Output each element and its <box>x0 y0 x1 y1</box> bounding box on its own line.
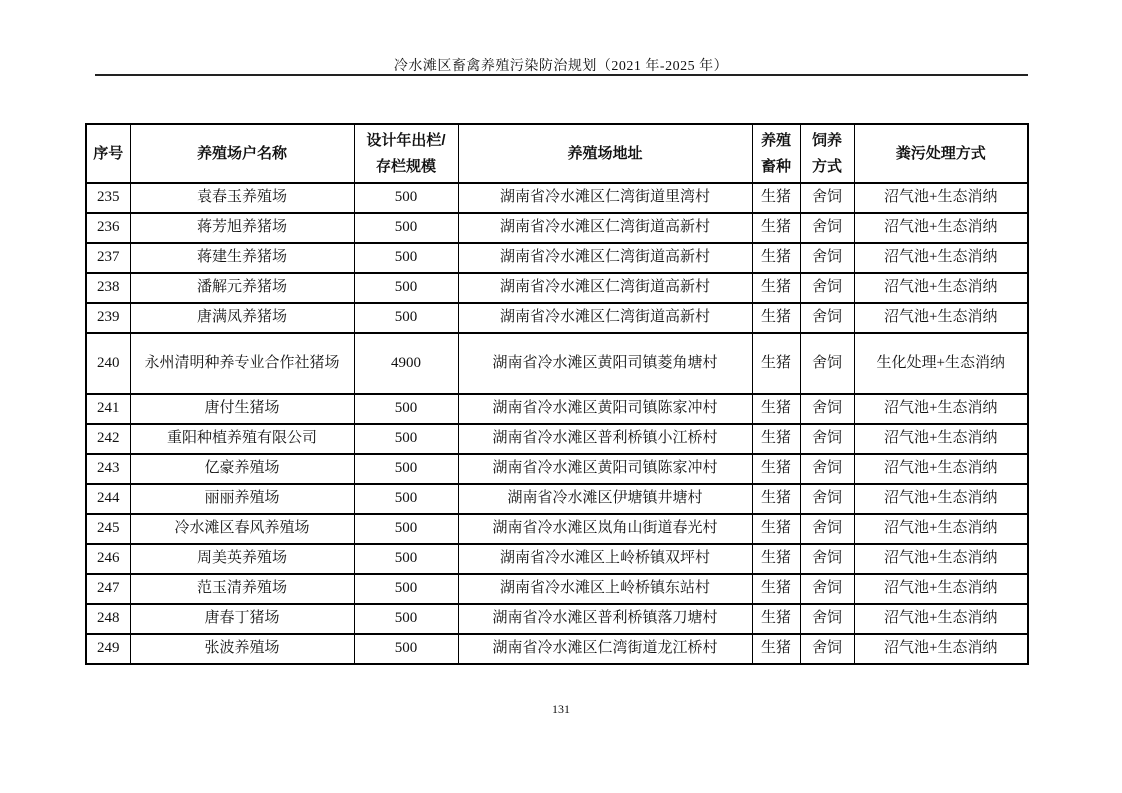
cell-no: 237 <box>86 243 130 273</box>
table-row <box>86 333 1028 394</box>
cell-feeding: 舍饲 <box>800 634 854 664</box>
cell-address: 湖南省冷水滩区伊塘镇井塘村 <box>458 484 752 514</box>
cell-no: 243 <box>86 454 130 484</box>
cell-feeding: 舍饲 <box>800 303 854 333</box>
table-row <box>86 273 1028 303</box>
cell-no: 247 <box>86 574 130 604</box>
table-row <box>86 213 1028 243</box>
page-number: 131 <box>552 702 570 716</box>
header-row <box>86 124 1028 183</box>
cell-species: 生猪 <box>752 183 800 213</box>
cell-scale: 500 <box>354 634 458 664</box>
cell-scale: 500 <box>354 454 458 484</box>
cell-address: 湖南省冷水滩区仁湾街道高新村 <box>458 303 752 333</box>
cell-species: 生猪 <box>752 514 800 544</box>
cell-name: 唐满凤养猪场 <box>130 303 354 333</box>
cell-scale: 500 <box>354 544 458 574</box>
cell-treatment: 沼气池+生态消纳 <box>854 484 1028 514</box>
cell-name: 唐付生猪场 <box>130 394 354 424</box>
cell-species: 生猪 <box>752 243 800 273</box>
cell-species: 生猪 <box>752 574 800 604</box>
table-header <box>86 124 1028 183</box>
cell-address: 湖南省冷水滩区上岭桥镇东站村 <box>458 574 752 604</box>
cell-name: 蒋芳旭养猪场 <box>130 213 354 243</box>
table-row <box>86 243 1028 273</box>
cell-name: 亿豪养殖场 <box>130 454 354 484</box>
header-rule <box>95 74 1028 76</box>
cell-scale: 500 <box>354 303 458 333</box>
cell-species: 生猪 <box>752 424 800 454</box>
cell-feeding: 舍饲 <box>800 454 854 484</box>
col-header-feeding-line2: 方式 <box>811 157 842 175</box>
cell-treatment: 沼气池+生态消纳 <box>854 454 1028 484</box>
cell-address: 湖南省冷水滩区普利桥镇落刀塘村 <box>458 604 752 634</box>
cell-no: 235 <box>86 183 130 213</box>
cell-no: 248 <box>86 604 130 634</box>
cell-treatment: 生化处理+生态消纳 <box>854 333 1028 394</box>
cell-address: 湖南省冷水滩区黄阳司镇陈家冲村 <box>458 454 752 484</box>
cell-no: 238 <box>86 273 130 303</box>
col-header-no: 序号 <box>86 124 130 183</box>
cell-feeding: 舍饲 <box>800 394 854 424</box>
cell-no: 240 <box>86 333 130 394</box>
cell-treatment: 沼气池+生态消纳 <box>854 394 1028 424</box>
cell-species: 生猪 <box>752 303 800 333</box>
cell-feeding: 舍饲 <box>800 273 854 303</box>
table-body <box>86 183 1028 664</box>
table-row <box>86 514 1028 544</box>
cell-species: 生猪 <box>752 394 800 424</box>
cell-species: 生猪 <box>752 333 800 394</box>
cell-name: 潘解元养猪场 <box>130 273 354 303</box>
cell-address: 湖南省冷水滩区仁湾街道高新村 <box>458 213 752 243</box>
cell-no: 245 <box>86 514 130 544</box>
cell-address: 湖南省冷水滩区岚角山街道春光村 <box>458 514 752 544</box>
cell-scale: 500 <box>354 183 458 213</box>
table-row <box>86 604 1028 634</box>
document-title: 冷水滩区畜禽养殖污染防治规划（2021 年-2025 年） <box>393 59 729 74</box>
cell-no: 236 <box>86 213 130 243</box>
cell-treatment: 沼气池+生态消纳 <box>854 183 1028 213</box>
cell-treatment: 沼气池+生态消纳 <box>854 424 1028 454</box>
cell-no: 241 <box>86 394 130 424</box>
cell-treatment: 沼气池+生态消纳 <box>854 574 1028 604</box>
cell-scale: 500 <box>354 514 458 544</box>
cell-feeding: 舍饲 <box>800 514 854 544</box>
col-header-name: 养殖场户名称 <box>130 124 354 183</box>
cell-species: 生猪 <box>752 273 800 303</box>
cell-feeding: 舍饲 <box>800 183 854 213</box>
cell-feeding: 舍饲 <box>800 213 854 243</box>
table-row <box>86 394 1028 424</box>
cell-no: 244 <box>86 484 130 514</box>
cell-feeding: 舍饲 <box>800 604 854 634</box>
cell-treatment: 沼气池+生态消纳 <box>854 544 1028 574</box>
cell-scale: 500 <box>354 424 458 454</box>
cell-name: 蒋建生养猪场 <box>130 243 354 273</box>
cell-name: 唐春丁猪场 <box>130 604 354 634</box>
col-header-feeding <box>800 124 854 183</box>
cell-treatment: 沼气池+生态消纳 <box>854 243 1028 273</box>
col-header-species-line1: 养殖 <box>760 131 791 149</box>
cell-species: 生猪 <box>752 544 800 574</box>
col-header-scale-line1: 设计年出栏/ <box>366 131 446 149</box>
cell-species: 生猪 <box>752 213 800 243</box>
cell-no: 249 <box>86 634 130 664</box>
cell-scale: 500 <box>354 604 458 634</box>
cell-treatment: 沼气池+生态消纳 <box>854 303 1028 333</box>
cell-name: 袁春玉养殖场 <box>130 183 354 213</box>
col-header-species <box>752 124 800 183</box>
col-header-address: 养殖场地址 <box>458 124 752 183</box>
table-row <box>86 634 1028 664</box>
cell-feeding: 舍饲 <box>800 424 854 454</box>
cell-no: 239 <box>86 303 130 333</box>
cell-feeding: 舍饲 <box>800 243 854 273</box>
cell-treatment: 沼气池+生态消纳 <box>854 273 1028 303</box>
cell-treatment: 沼气池+生态消纳 <box>854 213 1028 243</box>
cell-name: 周美英养殖场 <box>130 544 354 574</box>
table-row <box>86 303 1028 333</box>
cell-name: 张波养殖场 <box>130 634 354 664</box>
cell-name: 重阳种植养殖有限公司 <box>130 424 354 454</box>
table-row <box>86 424 1028 454</box>
col-header-scale-line2: 存栏规模 <box>375 157 436 175</box>
cell-name: 永州清明种养专业合作社猪场 <box>130 333 354 394</box>
cell-no: 246 <box>86 544 130 574</box>
col-header-scale <box>354 124 458 183</box>
cell-name: 丽丽养殖场 <box>130 484 354 514</box>
cell-address: 湖南省冷水滩区仁湾街道高新村 <box>458 273 752 303</box>
cell-feeding: 舍饲 <box>800 544 854 574</box>
cell-species: 生猪 <box>752 454 800 484</box>
cell-feeding: 舍饲 <box>800 484 854 514</box>
cell-address: 湖南省冷水滩区黄阳司镇菱角塘村 <box>458 333 752 394</box>
cell-scale: 500 <box>354 394 458 424</box>
cell-scale: 500 <box>354 213 458 243</box>
cell-address: 湖南省冷水滩区仁湾街道龙江桥村 <box>458 634 752 664</box>
cell-address: 湖南省冷水滩区上岭桥镇双坪村 <box>458 544 752 574</box>
farms-table <box>85 123 1029 665</box>
cell-name: 范玉清养殖场 <box>130 574 354 604</box>
cell-address: 湖南省冷水滩区仁湾街道高新村 <box>458 243 752 273</box>
cell-scale: 500 <box>354 484 458 514</box>
cell-feeding: 舍饲 <box>800 333 854 394</box>
cell-treatment: 沼气池+生态消纳 <box>854 514 1028 544</box>
cell-scale: 500 <box>354 574 458 604</box>
cell-address: 湖南省冷水滩区普利桥镇小江桥村 <box>458 424 752 454</box>
cell-scale: 500 <box>354 243 458 273</box>
cell-species: 生猪 <box>752 604 800 634</box>
cell-treatment: 沼气池+生态消纳 <box>854 634 1028 664</box>
table-row <box>86 183 1028 213</box>
table-row <box>86 574 1028 604</box>
col-header-feeding-line1: 饲养 <box>811 131 842 149</box>
col-header-treatment: 粪污处理方式 <box>854 124 1028 183</box>
cell-scale: 4900 <box>354 333 458 394</box>
cell-address: 湖南省冷水滩区仁湾街道里湾村 <box>458 183 752 213</box>
table-row <box>86 454 1028 484</box>
cell-no: 242 <box>86 424 130 454</box>
cell-treatment: 沼气池+生态消纳 <box>854 604 1028 634</box>
cell-species: 生猪 <box>752 634 800 664</box>
col-header-species-line2: 畜种 <box>760 157 791 175</box>
cell-name: 冷水滩区春风养殖场 <box>130 514 354 544</box>
table-row <box>86 544 1028 574</box>
cell-feeding: 舍饲 <box>800 574 854 604</box>
cell-address: 湖南省冷水滩区黄阳司镇陈家冲村 <box>458 394 752 424</box>
cell-scale: 500 <box>354 273 458 303</box>
cell-species: 生猪 <box>752 484 800 514</box>
table-row <box>86 484 1028 514</box>
